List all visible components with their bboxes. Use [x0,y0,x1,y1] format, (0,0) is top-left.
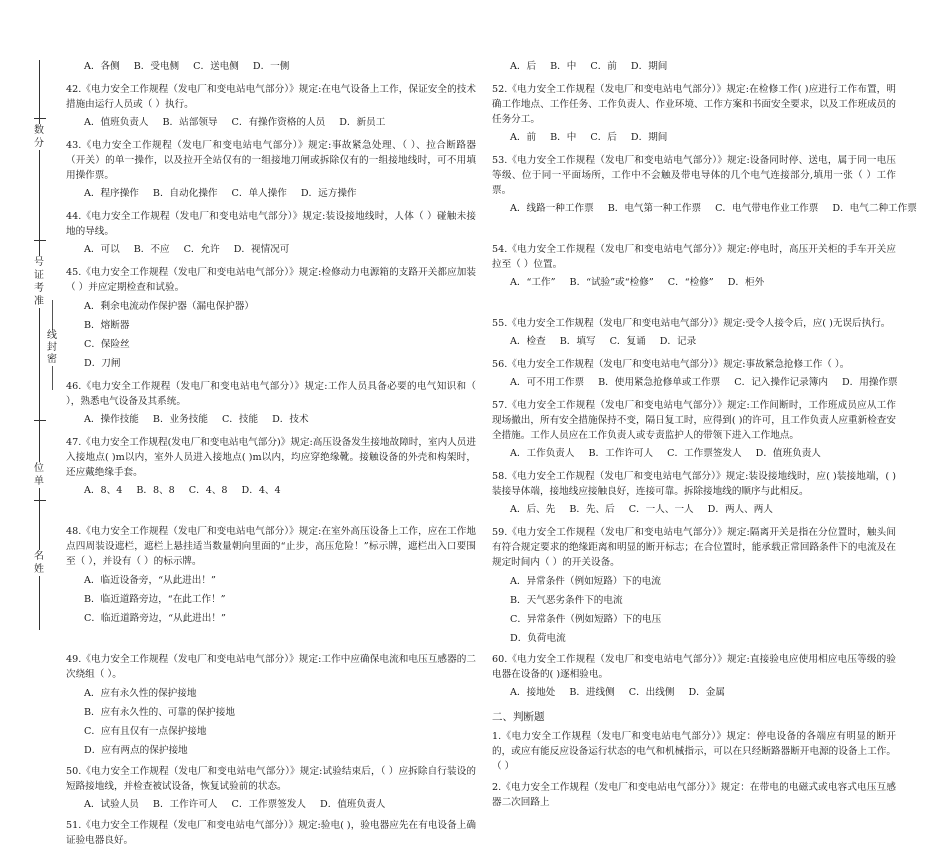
question-text: 45.《电力安全工作规程（发电厂和变电站电气部分）》规定:检修动力电源箱的支路开关都应加装（ ）并应定期检查和试验。 [66,267,476,293]
answer-option: C．应有且仅有一点保护接地 [84,726,207,737]
answer-option: B．工作许可人 [588,448,654,459]
answer-option: D．远方操作 [300,188,357,199]
answer-option: C．后 [590,132,617,143]
answer-option: A．各侧 [84,61,120,72]
question-block [492,652,896,700]
section-title-judgment: 二、判断题 [492,711,545,723]
answer-option: B．工作许可人 [152,799,218,810]
answer-option: A．工作负责人 [510,448,575,459]
question-text: 46.《电力安全工作规程（发电厂和变电站电气部分）》规定:工作人员具备必要的电气知识和（ ），熟悉电气设备及其系统。 [66,381,476,407]
binding-tick [34,500,46,501]
answer-option: B．电气第一种工作票 [607,203,702,214]
right-column [492,56,917,816]
answer-option: C．允许 [183,244,220,255]
answer-option: A．后、先 [510,504,556,515]
judgment-item: 2.《电力安全工作规程（发电厂和变电站电气部分）》规定：在带电的电磁式或电容式电压互感器二次回路上 [492,782,896,808]
question-text: 42.《电力安全工作规程（发电厂和变电站电气部分）》规定:在电气设备上工作，保证安全的技术措施由运行人员或（ ）执行。 [66,84,476,110]
answer-option: B．先、后 [569,504,615,515]
left-column [66,56,476,848]
question-text: 60.《电力安全工作规程（发电厂和变电站电气部分）》规定:直接验电应使用相应电压等级的验电器在设备的( )逐相验电。 [492,654,896,680]
question-text: 58.《电力安全工作规程（发电厂和变电站电气部分）》规定:装设接地线时，应( )装接地端，( )装接导体端，接地线应接触良好，连接可靠。拆除接地线的顺序与此相反。 [492,471,896,497]
answer-option: C．“检修” [667,277,714,288]
answer-option: C．工作票签发人 [667,448,742,459]
answer-option: A．检查 [510,336,546,347]
answer-option: A．临近设备旁，“从此进出！” [84,575,216,586]
question-block [492,316,896,349]
question-block [492,153,917,216]
answer-option: A．程序操作 [84,188,139,199]
question-text: 43.《电力安全工作规程（发电厂和变电站电气部分）》规定:事故紧急处理、（ ）、拉合断路器（开关）的单一操作，以及拉开全站仅有的一组接地刀闸或拆除仅有的一组接地线时，可不用填用操作票。 [66,140,476,181]
answer-option: D．值班负责人 [320,799,386,810]
question-text: 55.《电力安全工作规程（发电厂和变电站电气部分）》规定:受令人接令后，应( )无误后执行。 [492,318,891,329]
question-text: 44.《电力安全工作规程（发电厂和变电站电气部分）》规定:装设接地线时，人体（ ）碰触未接地的导线。 [66,211,476,237]
answer-option: C．记入操作记录簿内 [734,377,828,388]
binding-label-unit: 位单 [34,463,44,487]
answer-option: B．中 [550,132,577,143]
question-block [492,82,896,145]
question-text: 54.《电力安全工作规程（发电厂和变电站电气部分）》规定:停电时，高压开关柜的手车开关应拉至（ ）位置。 [492,244,896,270]
answer-option: B．不应 [133,244,170,255]
answer-option: D．用操作票 [841,377,898,388]
answer-option: D．记录 [659,336,697,347]
binding-label-score: 数分 [34,125,44,149]
answer-option: C．保险丝 [84,339,130,350]
answer-option: A．可不用工作票 [510,377,585,388]
answer-option: B．熔断器 [84,320,130,331]
binding-tick [34,420,46,421]
answer-option: C．工作票签发人 [231,799,307,810]
answer-option: D．应有两点的保护接地 [84,745,188,756]
question-text: 51.《电力安全工作规程（发电厂和变电站电气部分）》规定:验电( )，验电器应先在有电设备上确证验电器良好。 [66,820,476,846]
answer-option: A．后 [510,61,537,72]
answer-option: A．异常条件（例如短路）下的电流 [510,576,661,587]
answer-option: A．应有永久性的保护接地 [84,688,197,699]
answer-option: C．4、8 [188,485,228,496]
question-text: 47.《电力安全工作规程(发电厂和变电站电气部分)》规定:高压设备发生接地故障时，室内人员进入接地点( )m以内，室外人员进入接地点( )m以内，均应穿绝缘靴。接触设备的外壳和构架时，还应戴绝缘手套。 [66,437,476,478]
question-block [66,265,476,371]
question-block [66,82,476,130]
answer-option: D．刀闸 [84,358,121,369]
answer-option: A．线路一种工作票 [510,203,594,214]
question-block [66,652,476,758]
answer-option: D．期间 [630,132,668,143]
answer-option: A．操作技能 [84,414,139,425]
answer-option: D．柜外 [727,277,765,288]
question-block [492,242,896,290]
question-text: 59.《电力安全工作规程（发电厂和变电站电气部分）》规定:隔离开关是指在分位置时，触头间有符合规定要求的绝缘距离和明显的断开标志；在合位置时，能承载正常回路条件下的电流及在规定时间内（ ）的开关设备。 [492,527,896,568]
answer-option: B．临近道路旁边，“在此工作！” [84,594,226,605]
question-block [66,138,476,201]
answer-option: D．电气二种工作票 [832,203,917,214]
question-text: 49.《电力安全工作规程（发电厂和变电站电气部分）》规定:工作中应确保电流和电压互感器的二次绕组（ ）。 [66,654,476,680]
answer-option: D．金属 [688,687,725,698]
binding-tick [34,118,46,119]
question-block [66,379,476,427]
answer-option: B．站部领导 [162,117,218,128]
question-text: 52.《电力安全工作规程（发电厂和变电站电气部分）》规定:在检修工作( )应进行工作布置，明确工作地点、工作任务、工作负责人、作业环境、工作方案和书面安全要求，以及工作班成员的任务分工。 [492,84,896,125]
judgment-list [492,729,896,810]
answer-option: C．送电侧 [193,61,239,72]
judgment-item: 1.《电力安全工作规程（发电厂和变电站电气部分）》规定：停电设备的各端应有明显的断开的，或应有能反应设备运行状态的电气和机械指示，可以在只经断路器断开电源的设备上工作。（ ） [492,731,896,772]
answer-option: C．单人操作 [231,188,287,199]
answer-option: C．前 [590,61,617,72]
right-questions [492,59,917,700]
question-block [492,525,896,646]
answer-option: D．负荷电流 [510,633,566,644]
answer-option: C．一人、一人 [628,504,694,515]
question-block [66,764,476,812]
answer-option: A．接地处 [510,687,556,698]
answer-option: B．“试验”或“检修” [569,277,654,288]
question-text: 48.《电力安全工作规程（发电厂和变电站电气部分）》规定:在室外高压设备上工作，应在工作地点四周装设遮栏，遮栏上悬挂适当数量朝向里面的“止步，高压危险！”标示牌，遮栏出入口要围至（ ），并设有（ ）的标示牌。 [66,526,476,567]
answer-option: C．临近道路旁边，“从此进出！” [84,613,226,624]
answer-option: B．受电侧 [133,61,180,72]
answer-option: B．自动化操作 [152,188,218,199]
answer-option: A．试验人员 [84,799,139,810]
question-block [66,818,476,848]
seal-line-label: 线封密 [47,330,57,365]
answer-option: B．天气恶劣条件下的电流 [510,595,623,606]
question-block [66,524,476,626]
question-text: 50.《电力安全工作规程（发电厂和变电站电气部分）》规定:试验结束后，（ ）应拆除自行装设的短路接地线，并检查被试设备，恢复试验前的状态。 [66,766,476,792]
answer-option: A．8、4 [84,485,123,496]
answer-option: D．期间 [630,61,668,72]
answer-option: A．前 [510,132,537,143]
binding-margin [0,0,58,672]
binding-label-name: 名姓 [34,551,44,575]
question-block [492,59,896,74]
answer-option: D．两人、两人 [707,504,773,515]
answer-option: A．值班负责人 [84,117,149,128]
answer-option: B．进线侧 [569,687,615,698]
answer-option: C．电气带电作业工作票 [715,203,819,214]
answer-option: B．业务技能 [152,414,208,425]
answer-option: D．新员工 [339,117,386,128]
answer-option: D．值班负责人 [755,448,821,459]
question-block [492,469,896,517]
answer-option: D．一侧 [252,61,290,72]
question-text: 56.《电力安全工作规程（发电厂和变电站电气部分）》规定:事故紧急抢修工作（ ）。 [492,359,850,370]
question-block [66,59,476,74]
question-text: 53.《电力安全工作规程（发电厂和变电站电气部分）》规定:设备同时停、送电，属于同一电压等级、位于同一平面场所，工作中不会触及带电导体的几个电气连接部分,填用一张（ ）工作票。 [492,155,896,196]
answer-option: C．技能 [221,414,259,425]
answer-option: B．应有永久性的、可靠的保护接地 [84,707,235,718]
answer-option: A．可以 [84,244,120,255]
answer-option: C．有操作资格的人员 [231,117,326,128]
answer-option: B．使用紧急抢修单或工作票 [598,377,721,388]
answer-option: D．视情况可 [233,244,290,255]
binding-tick [34,240,46,241]
answer-option: A．剩余电流动作保护器（漏电保护器） [84,301,255,312]
answer-option: B．8、8 [136,485,175,496]
question-block [66,209,476,257]
question-block [492,357,896,390]
question-block [492,398,896,461]
answer-option: B．填写 [559,336,596,347]
answer-option: B．中 [550,61,577,72]
answer-option: C．复诵 [609,336,646,347]
answer-option: D．技术 [272,414,309,425]
question-text: 57.《电力安全工作规程（发电厂和变电站电气部分）》规定:工作间断时，工作班成员应从工作现场撤出，所有安全措施保持不变，隔日复工时，应得到( )的许可，且工作负责人应重新检查安全措施。工作人员应在工作负责人或专责监护人的带领下进入工作地点。 [492,400,896,441]
question-block [66,435,476,498]
binding-label-exam-number: 号证考准 [34,257,44,307]
answer-option: A．“工作” [510,277,556,288]
answer-option: C．出线侧 [628,687,675,698]
answer-option: D．4、4 [241,485,281,496]
answer-option: C．异常条件（例如短路）下的电压 [510,614,662,625]
